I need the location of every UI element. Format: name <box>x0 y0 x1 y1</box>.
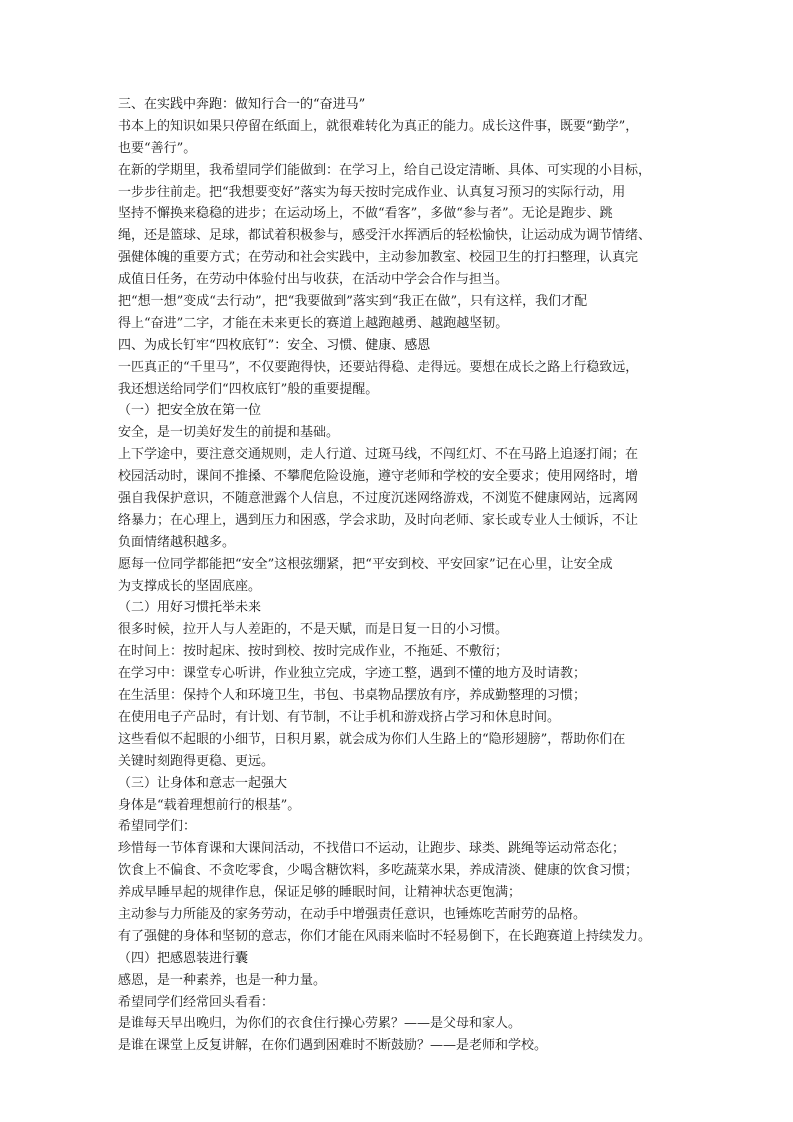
document-body <box>118 94 680 1057</box>
paragraph-line: 安全，是一切美好发生的前提和基础。 <box>118 425 340 441</box>
paragraph-line: 希望同学们： <box>118 819 197 835</box>
subsection-heading: （二）用好习惯托举未来 <box>118 600 262 616</box>
paragraph-line: 成值日任务，在劳动中体验付出与收获，在活动中学会合作与担当。 <box>118 272 509 288</box>
paragraph-line: 在新的学期里，我希望同学们能做到：在学习上，给自己设定清晰、具体、可实现的小目标， <box>118 162 652 178</box>
subsection-heading: （四）把感恩装进行囊 <box>118 950 249 966</box>
paragraph-line: 络暴力；在心理上，遇到压力和困惑，学会求助，及时向老师、家长或专业人士倾诉，不让 <box>118 512 639 528</box>
paragraph-line: 这些看似不起眼的小细节，日积月累，就会成为你们人生路上的“隐形翅膀”，帮助你们在 <box>118 731 626 747</box>
paragraph-line: 在生活里：保持个人和环境卫生，书包、书桌物品摆放有序，养成勤整理的习惯； <box>118 688 587 704</box>
paragraph-line: 关键时刻跑得更稳、更远。 <box>118 753 275 769</box>
section-heading: 四、为成长钉牢“四枚底钉”：安全、习惯、健康、感恩 <box>118 337 431 353</box>
paragraph-line: 一步步往前走。把“我想要变好”落实为每天按时完成作业、认真复习预习的实际行动，用 <box>118 184 626 200</box>
paragraph-line: 是谁在课堂上反复讲解，在你们遇到困难时不断鼓励？——是老师和学校。 <box>118 1038 548 1054</box>
paragraph-line: 也要“善行”。 <box>118 140 197 156</box>
paragraph-line: 感恩，是一种素养，也是一种力量。 <box>118 972 327 988</box>
subsection-heading: （三）让身体和意志一起强大 <box>118 775 288 791</box>
paragraph-line: 很多时候，拉开人与人差距的，不是天赋，而是日复一日的小习惯。 <box>118 622 509 638</box>
paragraph-line: 书本上的知识如果只停留在纸面上，就很难转化为真正的能力。成长这件事，既要“勤学”， <box>118 118 639 134</box>
paragraph-line: 养成早睡早起的规律作息，保证足够的睡眠时间，让精神状态更饱满； <box>118 885 522 901</box>
paragraph-line: 强健体魄的重要方式；在劳动和社会实践中，主动参加教室、校园卫生的打扫整理，认真完 <box>118 250 639 266</box>
paragraph-line: 强自我保护意识，不随意泄露个人信息，不过度沉迷网络游戏，不浏览不健康网站，远离网 <box>118 491 639 507</box>
paragraph-line: 上下学途中，要注意交通规则，走人行道、过斑马线，不闯红灯、不在马路上追逐打闹；在 <box>118 447 639 463</box>
paragraph-line: 在时间上：按时起床、按时到校、按时完成作业，不拖延、不敷衍； <box>118 644 509 660</box>
paragraph-line: 把“想一想”变成“去行动”，把“我要做到”落实到“我正在做”，只有这样，我们才配 <box>118 294 588 310</box>
paragraph-line: 主动参与力所能及的家务劳动，在动手中增强责任意识，也锤炼吃苦耐劳的品格。 <box>118 906 587 922</box>
paragraph-line: 饮食上不偏食、不贪吃零食，少喝含糖饮料，多吃蔬菜水果，养成清淡、健康的饮食习惯； <box>118 863 639 879</box>
paragraph-line: 有了强健的身体和坚韧的意志，你们才能在风雨来临时不轻易倒下，在长跑赛道上持续发力。 <box>118 928 652 944</box>
paragraph-line: 希望同学们经常回头看看： <box>118 994 275 1010</box>
paragraph-line: 身体是“载着理想前行的根基”。 <box>118 797 301 813</box>
paragraph-line: 在使用电子产品时，有计划、有节制，不让手机和游戏挤占学习和休息时间。 <box>118 709 561 725</box>
paragraph-line: 在学习中：课堂专心听讲，作业独立完成，字迹工整，遇到不懂的地方及时请教； <box>118 666 587 682</box>
section-heading: 三、在实践中奔跑：做知行合一的“奋进马” <box>118 97 366 112</box>
paragraph-line: 坚持不懈换来稳稳的进步；在运动场上，不做“看客”，多做“参与者”。无论是跑步、跳 <box>118 206 613 222</box>
paragraph-line: 校园活动时，课间不推搡、不攀爬危险设施，遵守老师和学校的安全要求；使用网络时，增 <box>118 469 639 485</box>
paragraph-line: 绳，还是篮球、足球，都试着积极参与，感受汗水挥洒后的轻松愉快，让运动成为调节情绪、 <box>118 228 652 244</box>
paragraph-line: 愿每一位同学都能把“安全”这根弦绷紧，把“平安到校、平安回家”记在心里，让安全成 <box>118 556 613 572</box>
paragraph-line: 一匹真正的“千里马”，不仅要跑得快，还要站得稳、走得远。要想在成长之路上行稳致远， <box>118 359 639 375</box>
subsection-heading: （一）把安全放在第一位 <box>118 403 262 419</box>
paragraph-line: 是谁每天早出晚归，为你们的衣食住行操心劳累？——是父母和家人。 <box>118 1016 522 1032</box>
paragraph-line: 珍惜每一节体育课和大课间活动，不找借口不运动，让跑步、球类、跳绳等运动常态化； <box>118 841 626 857</box>
paragraph-line: 负面情绪越积越多。 <box>118 534 236 550</box>
paragraph-line: 为支撑成长的坚固底座。 <box>118 578 262 594</box>
paragraph-line: 得上“奋进”二字，才能在未来更长的赛道上越跑越勇、越跑越坚韧。 <box>118 315 509 331</box>
paragraph-line: 我还想送给同学们“四枚底钉”般的重要提醒。 <box>118 381 379 397</box>
